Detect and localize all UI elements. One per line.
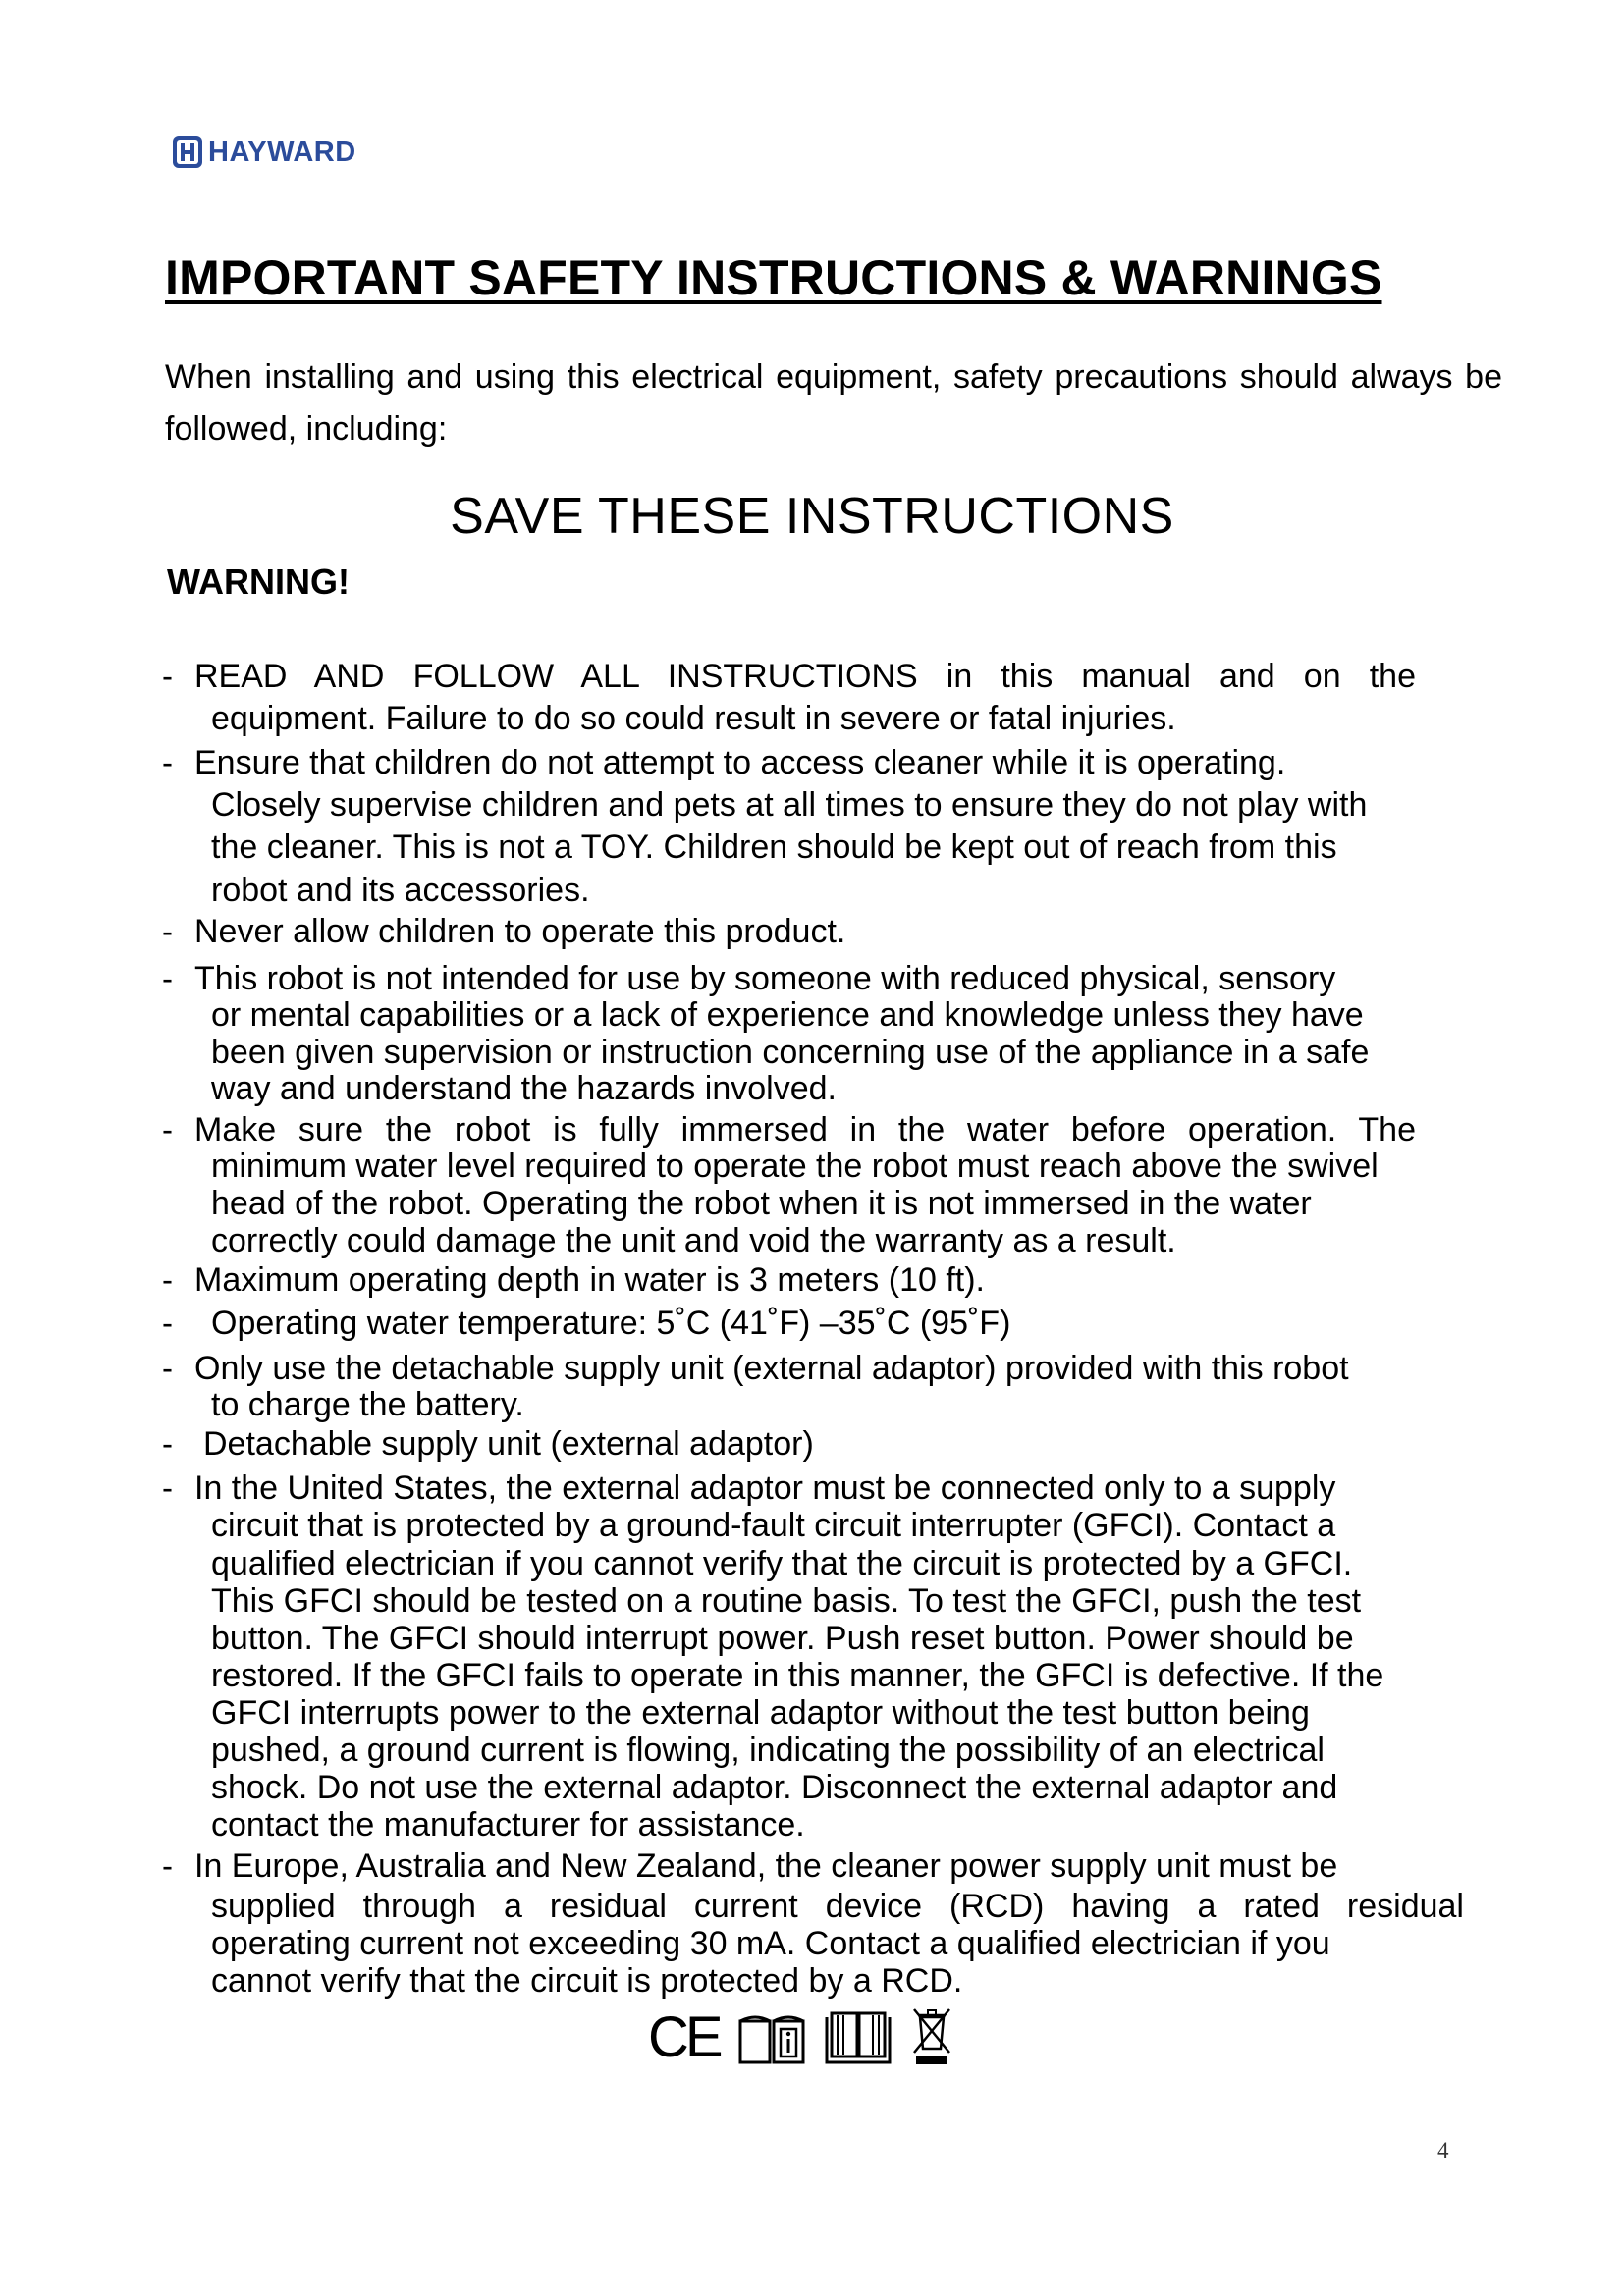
list-item-line: cannot verify that the circuit is protected by a RCD. bbox=[211, 1962, 963, 2000]
list-item-line: In the United States, the external adaptor must be connected only to a supply bbox=[194, 1469, 1336, 1507]
list-item-line: Maximum operating depth in water is 3 meters (10 ft). bbox=[194, 1261, 985, 1299]
bullet-dash: - bbox=[162, 1111, 173, 1148]
bullet-dash: - bbox=[162, 1305, 173, 1341]
list-item-line: Never allow children to operate this product. bbox=[194, 913, 846, 950]
list-item-line: qualified electrician if you cannot verify that the circuit is protected by a GFCI. bbox=[211, 1545, 1353, 1582]
list-item-line: GFCI interrupts power to the external adaptor without the test button being bbox=[211, 1694, 1310, 1732]
list-item-line: circuit that is protected by a ground-fault circuit interrupter (GFCI). Contact a bbox=[211, 1507, 1336, 1544]
list-item-line: to charge the battery. bbox=[211, 1386, 524, 1423]
list-item-line: Ensure that children do not attempt to access cleaner while it is operating. bbox=[194, 744, 1286, 781]
page-title: IMPORTANT SAFETY INSTRUCTIONS & WARNINGS bbox=[165, 250, 1382, 305]
read-manual-info-icon bbox=[737, 2009, 806, 2066]
save-instructions-heading: SAVE THESE INSTRUCTIONS bbox=[450, 488, 1174, 545]
bullet-dash: - bbox=[162, 1847, 173, 1884]
list-item-line: button. The GFCI should interrupt power. Push reset button. Power should be bbox=[211, 1620, 1354, 1657]
list-item-line: pushed, a ground current is flowing, indicating the possibility of an electrical bbox=[211, 1732, 1325, 1769]
list-item-line: head of the robot. Operating the robot when it is not immersed in the water bbox=[211, 1185, 1312, 1222]
list-item-line: Detachable supply unit (external adaptor) bbox=[203, 1425, 814, 1463]
list-item-line: way and understand the hazards involved. bbox=[211, 1070, 837, 1107]
list-item-line: minimum water level required to operate the robot must reach above the swivel bbox=[211, 1148, 1379, 1185]
page-number: 4 bbox=[1437, 2138, 1449, 2163]
list-item-line: READ AND FOLLOW ALL INSTRUCTIONS in this manual and on the bbox=[194, 658, 1416, 695]
certification-marks bbox=[648, 2005, 953, 2069]
book-icon bbox=[824, 2007, 893, 2066]
bullet-dash: - bbox=[162, 1350, 173, 1386]
ce-mark: CE bbox=[648, 2005, 720, 2069]
warning-heading: WARNING! bbox=[167, 561, 350, 602]
list-item-line: or mental capabilities or a lack of experience and knowledge unless they have bbox=[211, 996, 1364, 1034]
intro-paragraph: When installing and using this electrical equipment, safety precautions should always be followed, including: bbox=[165, 358, 1502, 448]
list-item-line: correctly could damage the unit and void the warranty as a result. bbox=[211, 1222, 1176, 1259]
bullet-dash: - bbox=[162, 1261, 173, 1298]
hayward-h-icon bbox=[172, 135, 203, 169]
list-item-line: In Europe, Australia and New Zealand, the cleaner power supply unit must be bbox=[194, 1847, 1338, 1885]
list-item-line: Make sure the robot is fully immersed in the water before operation. The bbox=[194, 1111, 1416, 1148]
bullet-dash: - bbox=[162, 913, 173, 949]
list-item-line: shock. Do not use the external adaptor. Disconnect the external adaptor and bbox=[211, 1769, 1338, 1806]
weee-crossed-bin-icon bbox=[910, 2005, 953, 2066]
bullet-dash: - bbox=[162, 658, 173, 694]
list-item-line: Operating water temperature: 5˚C (41˚F) –35˚C (95˚F) bbox=[211, 1305, 1011, 1342]
hayward-logo bbox=[172, 135, 356, 169]
list-item-line: Only use the detachable supply unit (external adaptor) provided with this robot bbox=[194, 1350, 1349, 1387]
list-item-line: equipment. Failure to do so could result in severe or fatal injuries. bbox=[211, 700, 1176, 737]
bullet-dash: - bbox=[162, 744, 173, 780]
list-item-line: the cleaner. This is not a TOY. Children should be kept out of reach from this bbox=[211, 828, 1337, 866]
bullet-dash: - bbox=[162, 960, 173, 996]
bullet-dash: - bbox=[162, 1425, 173, 1462]
bullet-dash: - bbox=[162, 1469, 173, 1506]
list-item-line: supplied through a residual current device (RCD) having a rated residual bbox=[211, 1888, 1464, 1925]
brand-name: HAYWARD bbox=[208, 135, 356, 168]
list-item-line: restored. If the GFCI fails to operate in this manner, the GFCI is defective. If the bbox=[211, 1657, 1384, 1694]
list-item-line: been given supervision or instruction concerning use of the appliance in a safe bbox=[211, 1034, 1370, 1071]
list-item-line: operating current not exceeding 30 mA. Contact a qualified electrician if you bbox=[211, 1925, 1330, 1962]
list-item-line: This robot is not intended for use by someone with reduced physical, sensory bbox=[194, 960, 1336, 997]
list-item-line: Closely supervise children and pets at all times to ensure they do not play with bbox=[211, 786, 1368, 824]
list-item-line: contact the manufacturer for assistance. bbox=[211, 1806, 805, 1843]
list-item-line: This GFCI should be tested on a routine basis. To test the GFCI, push the test bbox=[211, 1582, 1362, 1620]
list-item-line: robot and its accessories. bbox=[211, 872, 590, 909]
